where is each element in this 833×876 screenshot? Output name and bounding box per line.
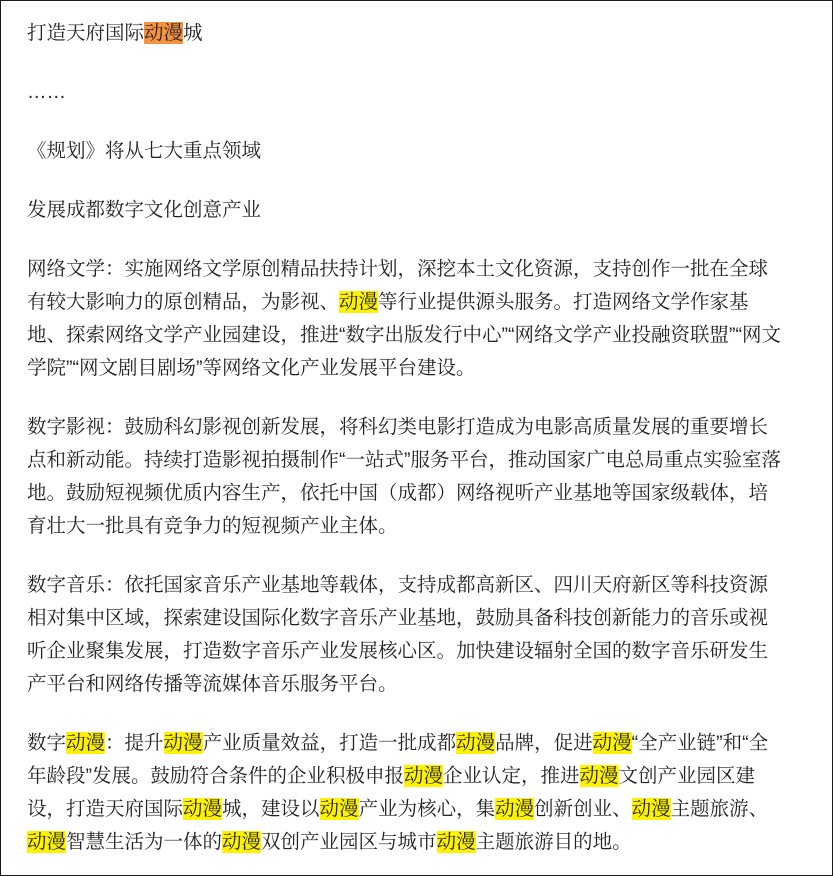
ellipsis-line: [27, 76, 812, 109]
text-run: 数字影视：鼓励科幻影视创新发展，将科幻类电影打造成为电影高质量发展的重要增长: [27, 416, 769, 438]
text-run: 等行业提供源头服务。打造网络文学作家基: [378, 291, 749, 313]
text-run: ：提升: [105, 732, 164, 754]
paragraph-digital-film: [27, 411, 812, 543]
text-line: [27, 444, 812, 477]
text-run: 智慧生活为一体的: [66, 831, 223, 853]
highlighted-keyword: 动漫: [631, 798, 671, 820]
text-run: 产业为核心，集: [358, 798, 496, 820]
text-line: [27, 194, 812, 227]
text-run: 企业认定，推进: [443, 765, 580, 787]
intro-line-continued: [27, 194, 812, 227]
text-line: [27, 286, 812, 319]
text-run: 主题旅游目的地。: [475, 831, 632, 853]
intro-line: [27, 135, 812, 168]
text-line: [27, 319, 812, 352]
text-run: 点和新动能。持续打造影视拍摄制作“一站式”服务平台，推动国家广电总局重点实验室落: [27, 449, 781, 471]
text-line: [27, 477, 812, 510]
text-line: [27, 635, 812, 668]
paragraph-network-literature: [27, 253, 812, 385]
text-run: 《规划》将从七大重点领域: [27, 140, 262, 162]
paragraph-digital-music: [27, 569, 812, 701]
text-run: 城: [183, 22, 203, 44]
text-run: 相对集中区域，探索建设国际化数字音乐产业基地，鼓励具备科技创新能力的音乐或视: [27, 607, 769, 629]
text-line: [27, 253, 812, 286]
text-run: 主题旅游、: [670, 798, 769, 820]
text-line: [27, 17, 812, 50]
text-run: 数字音乐：依托国家音乐产业基地等载体，支持成都高新区、四川天府新区等科技资源: [27, 574, 769, 596]
text-run: 年龄段”发展。鼓励符合条件的企业积极申报: [27, 765, 404, 787]
text-run: 发展成都数字文化创意产业: [27, 199, 262, 221]
highlighted-keyword: 动漫: [222, 831, 262, 853]
highlighted-keyword: 动漫: [339, 291, 379, 313]
text-line: [27, 569, 812, 602]
text-run: 网络文学：实施网络文学原创精品扶持计划，深挖本土文化资源，支持创作一批在全球: [27, 258, 769, 280]
highlighted-keyword: 动漫: [144, 22, 184, 44]
text-line: [27, 602, 812, 635]
text-run: 产业质量效益，打造一批成都: [202, 732, 457, 754]
text-line: [27, 411, 812, 444]
text-line: [27, 760, 812, 793]
text-run: 品牌，促进: [495, 732, 593, 754]
highlighted-keyword: 动漫: [27, 831, 67, 853]
highlighted-keyword: 动漫: [436, 831, 476, 853]
text-run: 地。鼓励短视频优质内容生产，依托中国（成都）网络视听产业基地等国家级载体，培: [27, 482, 769, 504]
text-run: 设，打造天府国际: [27, 798, 184, 820]
text-line: [27, 510, 812, 543]
highlighted-keyword: 动漫: [183, 798, 223, 820]
text-run: 听企业聚集发展，打造数字音乐产业发展核心区。加快建设辐射全国的数字音乐研发生: [27, 640, 769, 662]
text-run: 打造天府国际: [27, 22, 145, 44]
text-run: 有较大影响力的原创精品，为影视、: [27, 291, 340, 313]
article-title: [27, 17, 812, 50]
text-run: 城，建设以: [222, 798, 320, 820]
text-run: 学院”“网文剧目剧场”等网络文化产业发展平台建设。: [27, 357, 476, 379]
text-run: 数字: [27, 732, 67, 754]
text-line: [27, 352, 812, 385]
text-run: 育壮大一批具有竞争力的短视频产业主体。: [27, 515, 398, 537]
text-run: 创新创业、: [534, 798, 632, 820]
text-line: [27, 826, 812, 859]
highlighted-keyword: 动漫: [163, 732, 203, 754]
text-line: [27, 135, 812, 168]
highlighted-keyword: 动漫: [404, 765, 444, 787]
highlighted-keyword: 动漫: [592, 732, 632, 754]
highlighted-keyword: 动漫: [319, 798, 359, 820]
text-run: 地、探索网络文学产业园建设，推进“数字出版发行中心”“网络文学产业投融资联盟”“网文: [27, 324, 781, 346]
text-run: 双创产业园区与城市: [261, 831, 437, 853]
text-run: 产平台和网络传播等流媒体音乐服务平台。: [27, 673, 398, 695]
paragraph-digital-animation: [27, 727, 812, 859]
text-line: [27, 727, 812, 760]
highlighted-keyword: 动漫: [495, 798, 535, 820]
text-run: ……: [27, 81, 66, 103]
text-line: [27, 793, 812, 826]
text-line: [27, 668, 812, 701]
highlighted-keyword: 动漫: [456, 732, 496, 754]
text-line: [27, 76, 812, 109]
highlighted-keyword: 动漫: [579, 765, 619, 787]
text-run: “全产业链”和“全: [631, 732, 769, 754]
highlighted-keyword: 动漫: [66, 732, 106, 754]
text-run: 文创产业园区建: [618, 765, 756, 787]
